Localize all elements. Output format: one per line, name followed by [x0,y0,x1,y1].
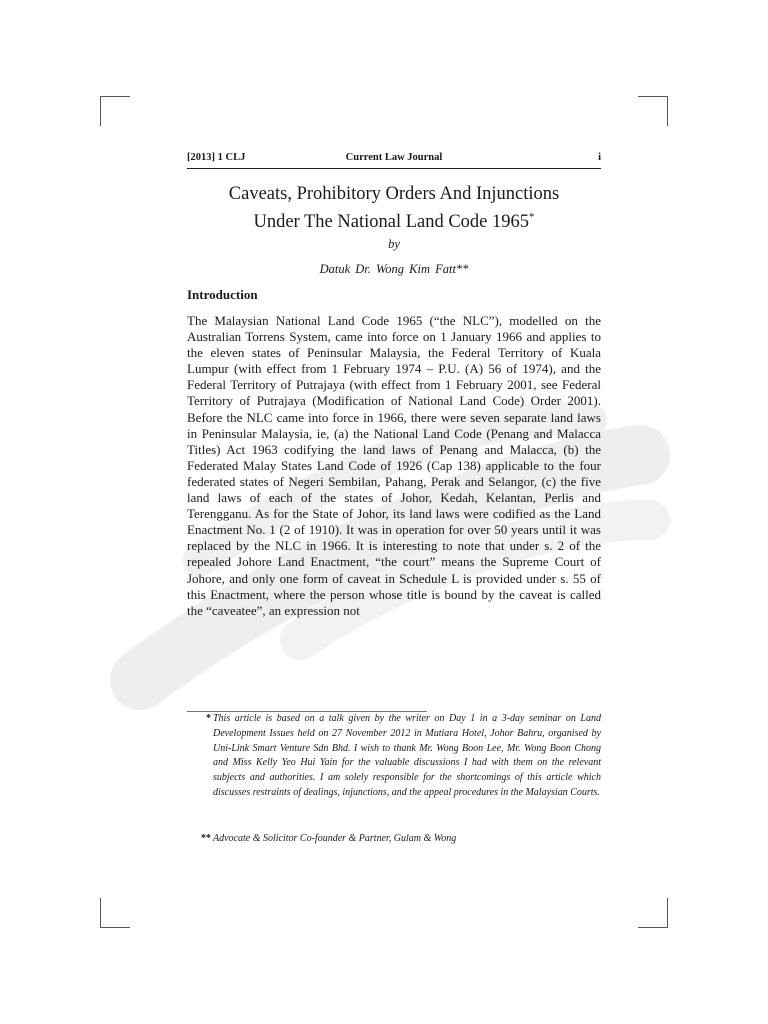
crop-mark-top-left-h [100,96,130,97]
author-name: Datuk Dr. Wong Kim Fatt** [319,262,469,276]
article-title-line-2 [150,206,638,234]
byline-by: by [388,237,400,251]
article-title-line-2-text: Under The National Land Code 1965 [253,212,530,233]
running-head [187,152,601,168]
crop-mark-bottom-right-v [667,898,668,928]
footnote-1-text: This article is based on a talk given by the writer on Day 1 in a 3-day seminar on Land Development Issues held on 27 November 2012 in Mutiara Hotel, Johor Bahru, organised by Uni-Link Smart Venture Sdn Bhd. I wish to thank Mr. Wong Boon Lee, Mr. Wong Boon Chong and Miss Kelly Yeo Hui Yain for the valuable discussions I had with them on the relevant subjects and authorities. I am solely responsible for the shortcomings of this article which discusses restraints of dealings, injunctions, and the appeal procedures in the Malaysian Courts. [213,713,601,798]
crop-mark-bottom-left-h [100,927,130,928]
article-title-line-1: Caveats, Prohibitory Orders And Injunctions [228,184,560,204]
running-head-citation: [2013] 1 CLJ [187,152,246,163]
section-heading-introduction: Introduction [187,287,258,302]
article-title [150,183,638,234]
crop-mark-bottom-left-v [100,898,101,928]
crop-mark-bottom-right-h [638,927,668,928]
body-paragraph: The Malaysian National Land Code 1965 (“the NLC”), modelled on the Australian Torrens System, came into force on 1 January 1966 and applies to the eleven states of Peninsular Malaysia, the Federal Territory of Kuala Lumpur (with effect from 1 February 1974 – P.U. (A) 56 of 1974), and the Federal Territory of Putrajaya (with effect from 1 February 2001, see Federal Territory of Putrajaya (Modification of National Land Code) Order 2001). Before the NLC came into force in 1966, there were seven separate land laws in Peninsular Malaysia, ie, (a) the National Land Code (Penang and Malacca Titles) Act 1963 codifying the land laws of Penang and Malacca, (b) the Federated Malay States Land Code of 1926 (Cap 138) applicable to the four federated states of Negeri Sembilan, Pahang, Perak and Selangor, (c) the five land laws of each of the states of Johor, Kedah, Kelantan, Perlis and Terengganu. As for the State of Johor, its land laws were codified as the Land Enactment No. 1 (2 of 1910). It was in operation for over 50 years until it was replaced by the NLC in 1966. It is interesting to note that under s. 2 of the repealed Johore Land Enactment, “the court” means the Supreme Court of Johore, and only one form of caveat in Schedule L is provided under s. 55 of this Enactment, where the person whose title is bound by the caveat is called the “caveatee”, an expression not [187,313,601,618]
title-footnote-mark: * [529,211,535,223]
footnote-2-text: Advocate & Solicitor Co-founder & Partner, Gulam & Wong [213,833,457,844]
crop-mark-top-left-v [100,96,101,126]
footnote-2-mark: ** [201,833,211,844]
footnote-1-mark: * [206,713,211,724]
running-head-page-number: i [598,152,601,163]
running-head-journal: Current Law Journal [345,152,443,163]
crop-mark-top-right-h [638,96,668,97]
running-head-rule [187,168,601,169]
footnote-2 [187,832,601,847]
crop-mark-top-right-v [667,96,668,126]
footnote-1 [187,712,601,801]
